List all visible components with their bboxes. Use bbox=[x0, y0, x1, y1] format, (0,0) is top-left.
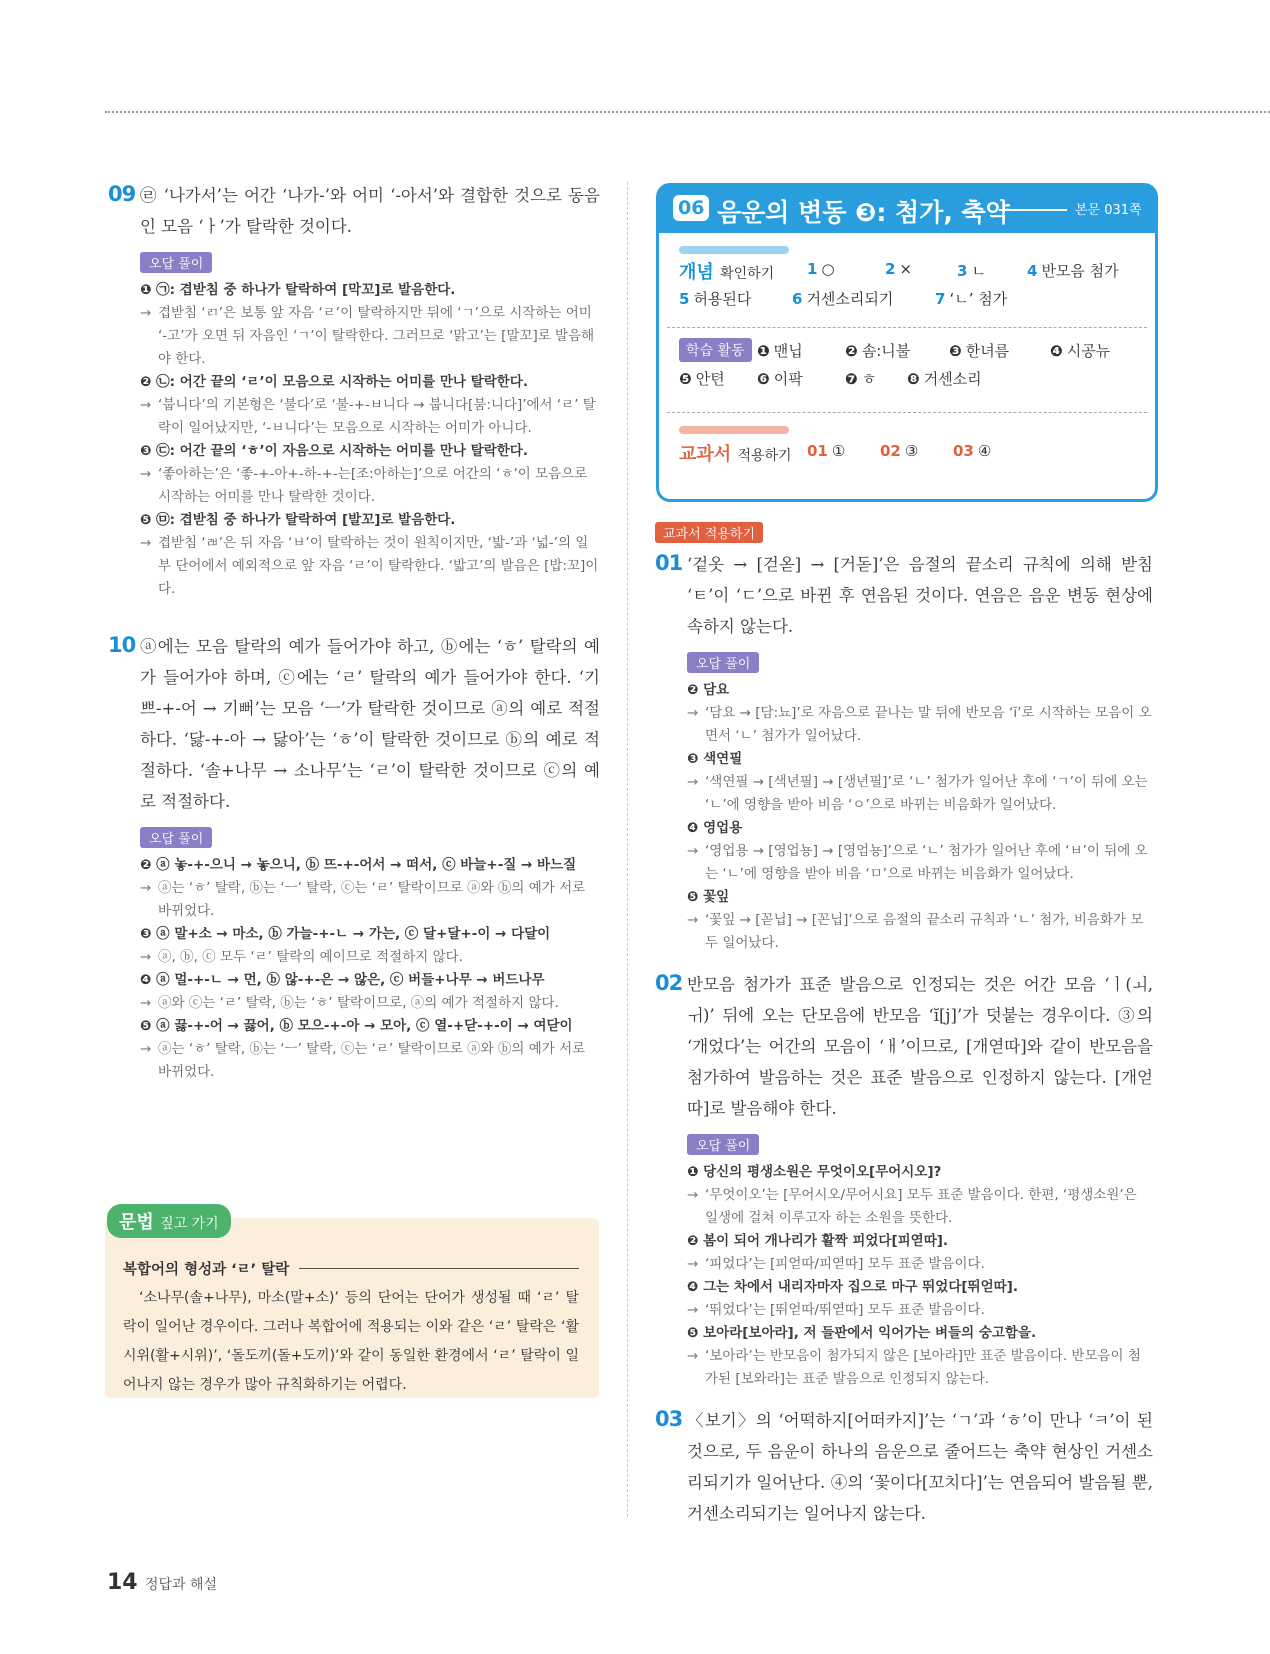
answer-item: ❹ 시공뉴 bbox=[1050, 342, 1111, 360]
arrow-icon: → bbox=[140, 397, 152, 413]
explanation-head: ❷ ⓐ 놓-+-으니 → 놓으니, ⓑ 뜨-+-어서 → 떠서, ⓒ 바늘+-질 → 바느질 bbox=[140, 857, 577, 873]
grammar-note-box bbox=[105, 1212, 599, 1398]
answer-item: 6 거센소리되기 bbox=[792, 290, 894, 308]
arrow-icon: → bbox=[687, 1302, 699, 1318]
right-column bbox=[655, 522, 1153, 1529]
explanation-head: ❺ 보아라[보아라], 저 들판에서 익어가는 벼들의 숭고함을. bbox=[687, 1325, 1037, 1341]
explanation-body: → ⓐ, ⓑ, ⓒ 모두 ‘ㄹ’ 탈락의 예이므로 적절하지 않다. bbox=[108, 946, 600, 969]
explanation-body: → ⓐ와 ⓒ는 ‘ㄹ’ 탈락, ⓑ는 ‘ㅎ’ 탈락이므로, ⓐ의 예가 적절하지 않다. bbox=[108, 992, 600, 1015]
textbook-apply-label: 교과서 적용하기 bbox=[679, 444, 792, 465]
explanation-head: ❺ ⓐ 끓-+-어 → 끓어, ⓑ 모으-+-아 → 모아, ⓒ 열-+닫-+-이 → 여닫이 bbox=[140, 1018, 573, 1034]
question-text: 반모음 첨가가 표준 발음으로 인정되는 것은 어간 모음 ‘ㅣ(ㅚ, ㅟ)’ 뒤에 오는 단모음에 반모음 ‘ĭ[j]’가 덧붙는 경우이다. ③의 ‘개었다’는 어간의 모음이 ‘ㅐ’이므로, [개엳따]와 같이 반모음을 첨가하여 발음하는 것은 표준 발음으로 인정하지 않는다. [개얻따]로 발음해야 한다. bbox=[687, 975, 1153, 1118]
explanation-head: ❸ ⓐ 말+소 → 마소, ⓑ 가늘-+-ㄴ → 가는, ⓒ 달+달+-이 → 다달이 bbox=[140, 926, 551, 942]
answer-summary-card bbox=[656, 183, 1158, 502]
explanation-body: → ‘보아라’는 반모음이 첨가되지 않은 [보아라]만 표준 발음이다. 반모음이 첨가된 [보와라]는 표준 발음으로 인정되지 않는다. bbox=[655, 1345, 1153, 1391]
explanation-head: ❷ 봄이 되어 개나리가 활짝 피었다[피엳따]. bbox=[687, 1233, 949, 1249]
decor-stripe bbox=[679, 426, 789, 434]
card-header bbox=[659, 186, 1155, 233]
arrow-icon: → bbox=[687, 705, 699, 721]
question-number: 01 bbox=[655, 551, 683, 575]
explanation-body: → ‘피었다’는 [피얻따/피엳따] 모두 표준 발음이다. bbox=[655, 1253, 1153, 1276]
explanation-body: → ⓐ는 ‘ㅎ’ 탈락, ⓑ는 ‘ㅡ’ 탈락, ⓒ는 ‘ㄹ’ 탈락이므로 ⓐ와 ⓑ의 예가 서로 바뀌었다. bbox=[108, 1038, 600, 1084]
concept-check-panel bbox=[667, 240, 1147, 328]
explanation-head: ❹ 그는 차에서 내리자마자 집으로 마구 뛰었다[뛰얻따]. bbox=[687, 1279, 1018, 1295]
top-dotted-rule bbox=[105, 111, 1270, 113]
decor-stripe bbox=[679, 246, 789, 254]
explanation-list bbox=[655, 1161, 1153, 1391]
explanation-body: → ‘영업용 → [영업뇽] → [영엄뇽]’으로 ‘ㄴ’ 첨가가 일어난 후에 ‘ㅂ’이 뒤에 오는 ‘ㄴ’에 영향을 받아 비음 ‘ㅁ’으로 바뀌는 비음화가 일어났다. bbox=[655, 840, 1153, 886]
answer-item: 4 반모음 첨가 bbox=[1027, 262, 1119, 280]
header-rule bbox=[999, 209, 1067, 211]
left-column bbox=[108, 180, 600, 1084]
explanation-body: → ‘붑니다’의 기본형은 ‘불다’로 ‘불-+-ㅂ니다 → 붑니다[붐:니다]’에서 ‘ㄹ’ 탈락이 일어났지만, ‘-ㅂ니다’는 모음으로 시작하는 어미가 아니다. bbox=[108, 394, 600, 440]
arrow-icon: → bbox=[140, 466, 152, 482]
learning-activity-panel bbox=[667, 332, 1147, 413]
arrow-icon: → bbox=[140, 949, 152, 965]
question-number: 09 bbox=[108, 182, 136, 206]
column-divider bbox=[627, 182, 628, 1517]
answer-item: 7 ‘ㄴ’ 첨가 bbox=[935, 290, 1008, 308]
arrow-icon: → bbox=[687, 774, 699, 790]
wrong-answer-badge: 오답 풀이 bbox=[140, 827, 212, 848]
question-number: 10 bbox=[108, 633, 136, 657]
answer-item: ❻ 이팍 bbox=[757, 370, 803, 388]
explanation-head: ❶ ㉠: 겹받침 중 하나가 탈락하여 [막꼬]로 발음한다. bbox=[140, 282, 456, 298]
answer-item: ❽ 거센소리 bbox=[907, 370, 982, 388]
answer-item: 03 ④ bbox=[953, 442, 992, 460]
explanation-body: → ‘색연필 → [색년필] → [생년필]’로 ‘ㄴ’ 첨가가 일어난 후에 ‘ㄱ’이 뒤에 오는 ‘ㄴ’에 영향을 받아 비음 ‘ㅇ’으로 바뀌는 비음화가 일어났다. bbox=[655, 771, 1153, 817]
textbook-apply-panel bbox=[667, 418, 1147, 485]
wrong-answer-badge: 오답 풀이 bbox=[687, 652, 759, 673]
arrow-icon: → bbox=[687, 843, 699, 859]
page-reference: 본문 031쪽 bbox=[1075, 203, 1142, 218]
question-text: ㉣ ‘나가서’는 어간 ‘나가-’와 어미 ‘-아서’와 결합한 것으로 동음인 모음 ‘ㅏ’가 탈락한 것이다. bbox=[140, 186, 600, 236]
answer-item: ❸ 한녀름 bbox=[949, 342, 1010, 360]
answer-item: ❷ 솜:니불 bbox=[845, 342, 911, 360]
concept-check-label: 개념 확인하기 bbox=[679, 262, 775, 283]
arrow-icon: → bbox=[687, 912, 699, 928]
question-text: ‘겉옷 → [걷옫] → [거돋]’은 음절의 끝소리 규칙에 의해 받침 ‘ㅌ’이 ‘ㄷ’으로 바뀐 후 연음된 것이다. 연음은 음운 변동 현상에 속하지 않는다. bbox=[687, 555, 1153, 636]
explanation-body: → ‘꽃잎 → [꼳닙] → [꼰닙]’으로 음절의 끝소리 규칙과 ‘ㄴ’ 첨가, 비음화가 모두 일어났다. bbox=[655, 909, 1153, 955]
answer-item: 5 허용된다 bbox=[679, 290, 752, 308]
arrow-icon: → bbox=[140, 305, 152, 321]
arrow-icon: → bbox=[140, 535, 152, 551]
grammar-note-title: 복합어의 형성과 ‘ㄹ’ 탈락 bbox=[123, 1258, 579, 1279]
question-02 bbox=[655, 969, 1153, 1124]
page-number: 14 bbox=[107, 1570, 138, 1595]
wrong-answer-badge: 오답 풀이 bbox=[687, 1134, 759, 1155]
explanation-head: ❷ ㉡: 어간 끝의 ‘ㄹ’이 모음으로 시작하는 어미를 만나 탈락한다. bbox=[140, 374, 528, 390]
answer-item: 3 ㄴ bbox=[957, 262, 986, 280]
grammar-note-tag: 문법 짚고 가기 bbox=[107, 1204, 231, 1238]
question-text: ⓐ에는 모음 탈락의 예가 들어가야 하고, ⓑ에는 ‘ㅎ’ 탈락의 예가 들어가야 하며, ⓒ에는 ‘ㄹ’ 탈락의 예가 들어가야 한다. ‘기쁘-+-어 → 기뻐’는 모음 ‘ㅡ’가 탈락한 것이므로 ⓐ의 예로 적절하다. ‘닳-+-아 → 닳아’는 ‘ㅎ’이 탈락한 것이므로 ⓑ의 예로 적절하다. ‘솔+나무 → 소나무’는 ‘ㄹ’이 탈락한 것이므로 ⓒ의 예로 적절하다. bbox=[140, 637, 600, 811]
unit-number: 06 bbox=[673, 195, 709, 221]
answer-item: ❶ 맨닙 bbox=[757, 342, 803, 360]
arrow-icon: → bbox=[687, 1348, 699, 1364]
footer-label: 정답과 해설 bbox=[145, 1577, 218, 1593]
arrow-icon: → bbox=[140, 995, 152, 1011]
arrow-icon: → bbox=[687, 1187, 699, 1203]
grammar-note-body: ‘소나무(솔+나무), 마소(말+소)’ 등의 단어는 단어가 생성될 때 ‘ㄹ’ 탈락이 일어난 경우이다. 그러나 복합어에 적용되는 이와 같은 ‘ㄹ’ 탈락은 ‘활시위(활+시위)’, ‘돌도끼(돌+도끼)’와 같이 동일한 환경에서 ‘ㄹ’ 탈락이 일어나지 않는 경우가 많아 규칙화하기는 어렵다. bbox=[123, 1290, 579, 1393]
answer-item: 2 × bbox=[885, 260, 913, 278]
explanation-list bbox=[108, 279, 600, 601]
explanation-list bbox=[108, 854, 600, 1084]
question-01 bbox=[655, 549, 1153, 642]
answer-item: ❺ 안텬 bbox=[679, 370, 725, 388]
question-text: 〈보기〉의 ‘어떡하지[어떠카지]’는 ‘ㄱ’과 ‘ㅎ’이 만나 ‘ㅋ’이 된 것으로, 두 음운이 하나의 음운으로 줄어드는 축약 현상인 거센소리되기가 일어난다. ④의 ‘꽃이다[꼬치다]’는 연음되어 발음될 뿐, 거센소리되기는 일어나지 않는다. bbox=[687, 1411, 1153, 1523]
explanation-head: ❺ 꽃잎 bbox=[687, 889, 730, 905]
question-10 bbox=[108, 631, 600, 817]
explanation-body: → ⓐ는 ‘ㅎ’ 탈락, ⓑ는 ‘ㅡ’ 탈락, ⓒ는 ‘ㄹ’ 탈락이므로 ⓐ와 ⓑ의 예가 서로 바뀌었다. bbox=[108, 877, 600, 923]
answer-item: 02 ③ bbox=[880, 442, 919, 460]
explanation-list bbox=[655, 679, 1153, 955]
question-number: 02 bbox=[655, 971, 683, 995]
explanation-head: ❶ 당신의 평생소원은 무엇이오[무어시오]? bbox=[687, 1164, 942, 1180]
question-number: 03 bbox=[655, 1407, 683, 1431]
answer-item: 1 ○ bbox=[807, 260, 835, 278]
explanation-head: ❹ ⓐ 멀-+-ㄴ → 먼, ⓑ 않-+-은 → 않은, ⓒ 버들+나무 → 버드나무 bbox=[140, 972, 545, 988]
wrong-answer-badge: 오답 풀이 bbox=[140, 252, 212, 273]
explanation-body: → ‘담요 → [담:뇨]’로 자음으로 끝나는 말 뒤에 반모음 ‘ĭ’로 시작하는 모음이 오면서 ‘ㄴ’ 첨가가 일어났다. bbox=[655, 702, 1153, 748]
explanation-body: → ‘무엇이오’는 [무어시오/무어시요] 모두 표준 발음이다. 한편, ‘평생소원’은 일생에 걸쳐 이루고자 하는 소원을 뜻한다. bbox=[655, 1184, 1153, 1230]
explanation-head: ❸ 색연필 bbox=[687, 751, 743, 767]
unit-title: 음운의 변동 ❸: 첨가, 축약 bbox=[717, 198, 1010, 227]
arrow-icon: → bbox=[140, 1041, 152, 1057]
explanation-body: → ‘뛰었다’는 [뛰얻따/뛰엳따] 모두 표준 발음이다. bbox=[655, 1299, 1153, 1322]
explanation-head: ❹ 영업용 bbox=[687, 820, 743, 836]
explanation-body: → 겹받침 ‘ㄼ’은 뒤 자음 ‘ㅂ’이 탈락하는 것이 원칙이지만, ‘밟-’과 ‘넓-’의 일부 단어에서 예외적으로 앞 자음 ‘ㄹ’이 탈락한다. ‘밟고’의 발음은 [밥:꼬]이다. bbox=[108, 532, 600, 601]
learning-activity-label: 학습 활동 bbox=[679, 338, 752, 362]
explanation-head: ❷ 담요 bbox=[687, 682, 730, 698]
explanation-body: → 겹받침 ‘ㄺ’은 보통 앞 자음 ‘ㄹ’이 탈락하지만 뒤에 ‘ㄱ’으로 시작하는 어미 ‘-고’가 오면 뒤 자음인 ‘ㄱ’이 탈락한다. 그러므로 ‘맑고’는 [말꼬]로 발음해야 한다. bbox=[108, 302, 600, 371]
explanation-body: → ‘좋아하는’은 ‘좋-+-아+-하-+-는[조:아하는]’으로 어간의 ‘ㅎ’이 모음으로 시작하는 어미를 만나 탈락한 것이다. bbox=[108, 463, 600, 509]
question-03 bbox=[655, 1405, 1153, 1529]
question-09 bbox=[108, 180, 600, 242]
arrow-icon: → bbox=[687, 1256, 699, 1272]
answer-item: 01 ① bbox=[807, 442, 846, 460]
textbook-apply-section-tag: 교과서 적용하기 bbox=[655, 522, 763, 543]
explanation-head: ❸ ㉢: 어간 끝의 ‘ㅎ’이 자음으로 시작하는 어미를 만나 탈락한다. bbox=[140, 443, 528, 459]
arrow-icon: → bbox=[140, 880, 152, 896]
explanation-head: ❺ ㉤: 겹받침 중 하나가 탈락하여 [발꼬]로 발음한다. bbox=[140, 512, 456, 528]
answer-item: ❼ ㅎ bbox=[845, 370, 877, 388]
